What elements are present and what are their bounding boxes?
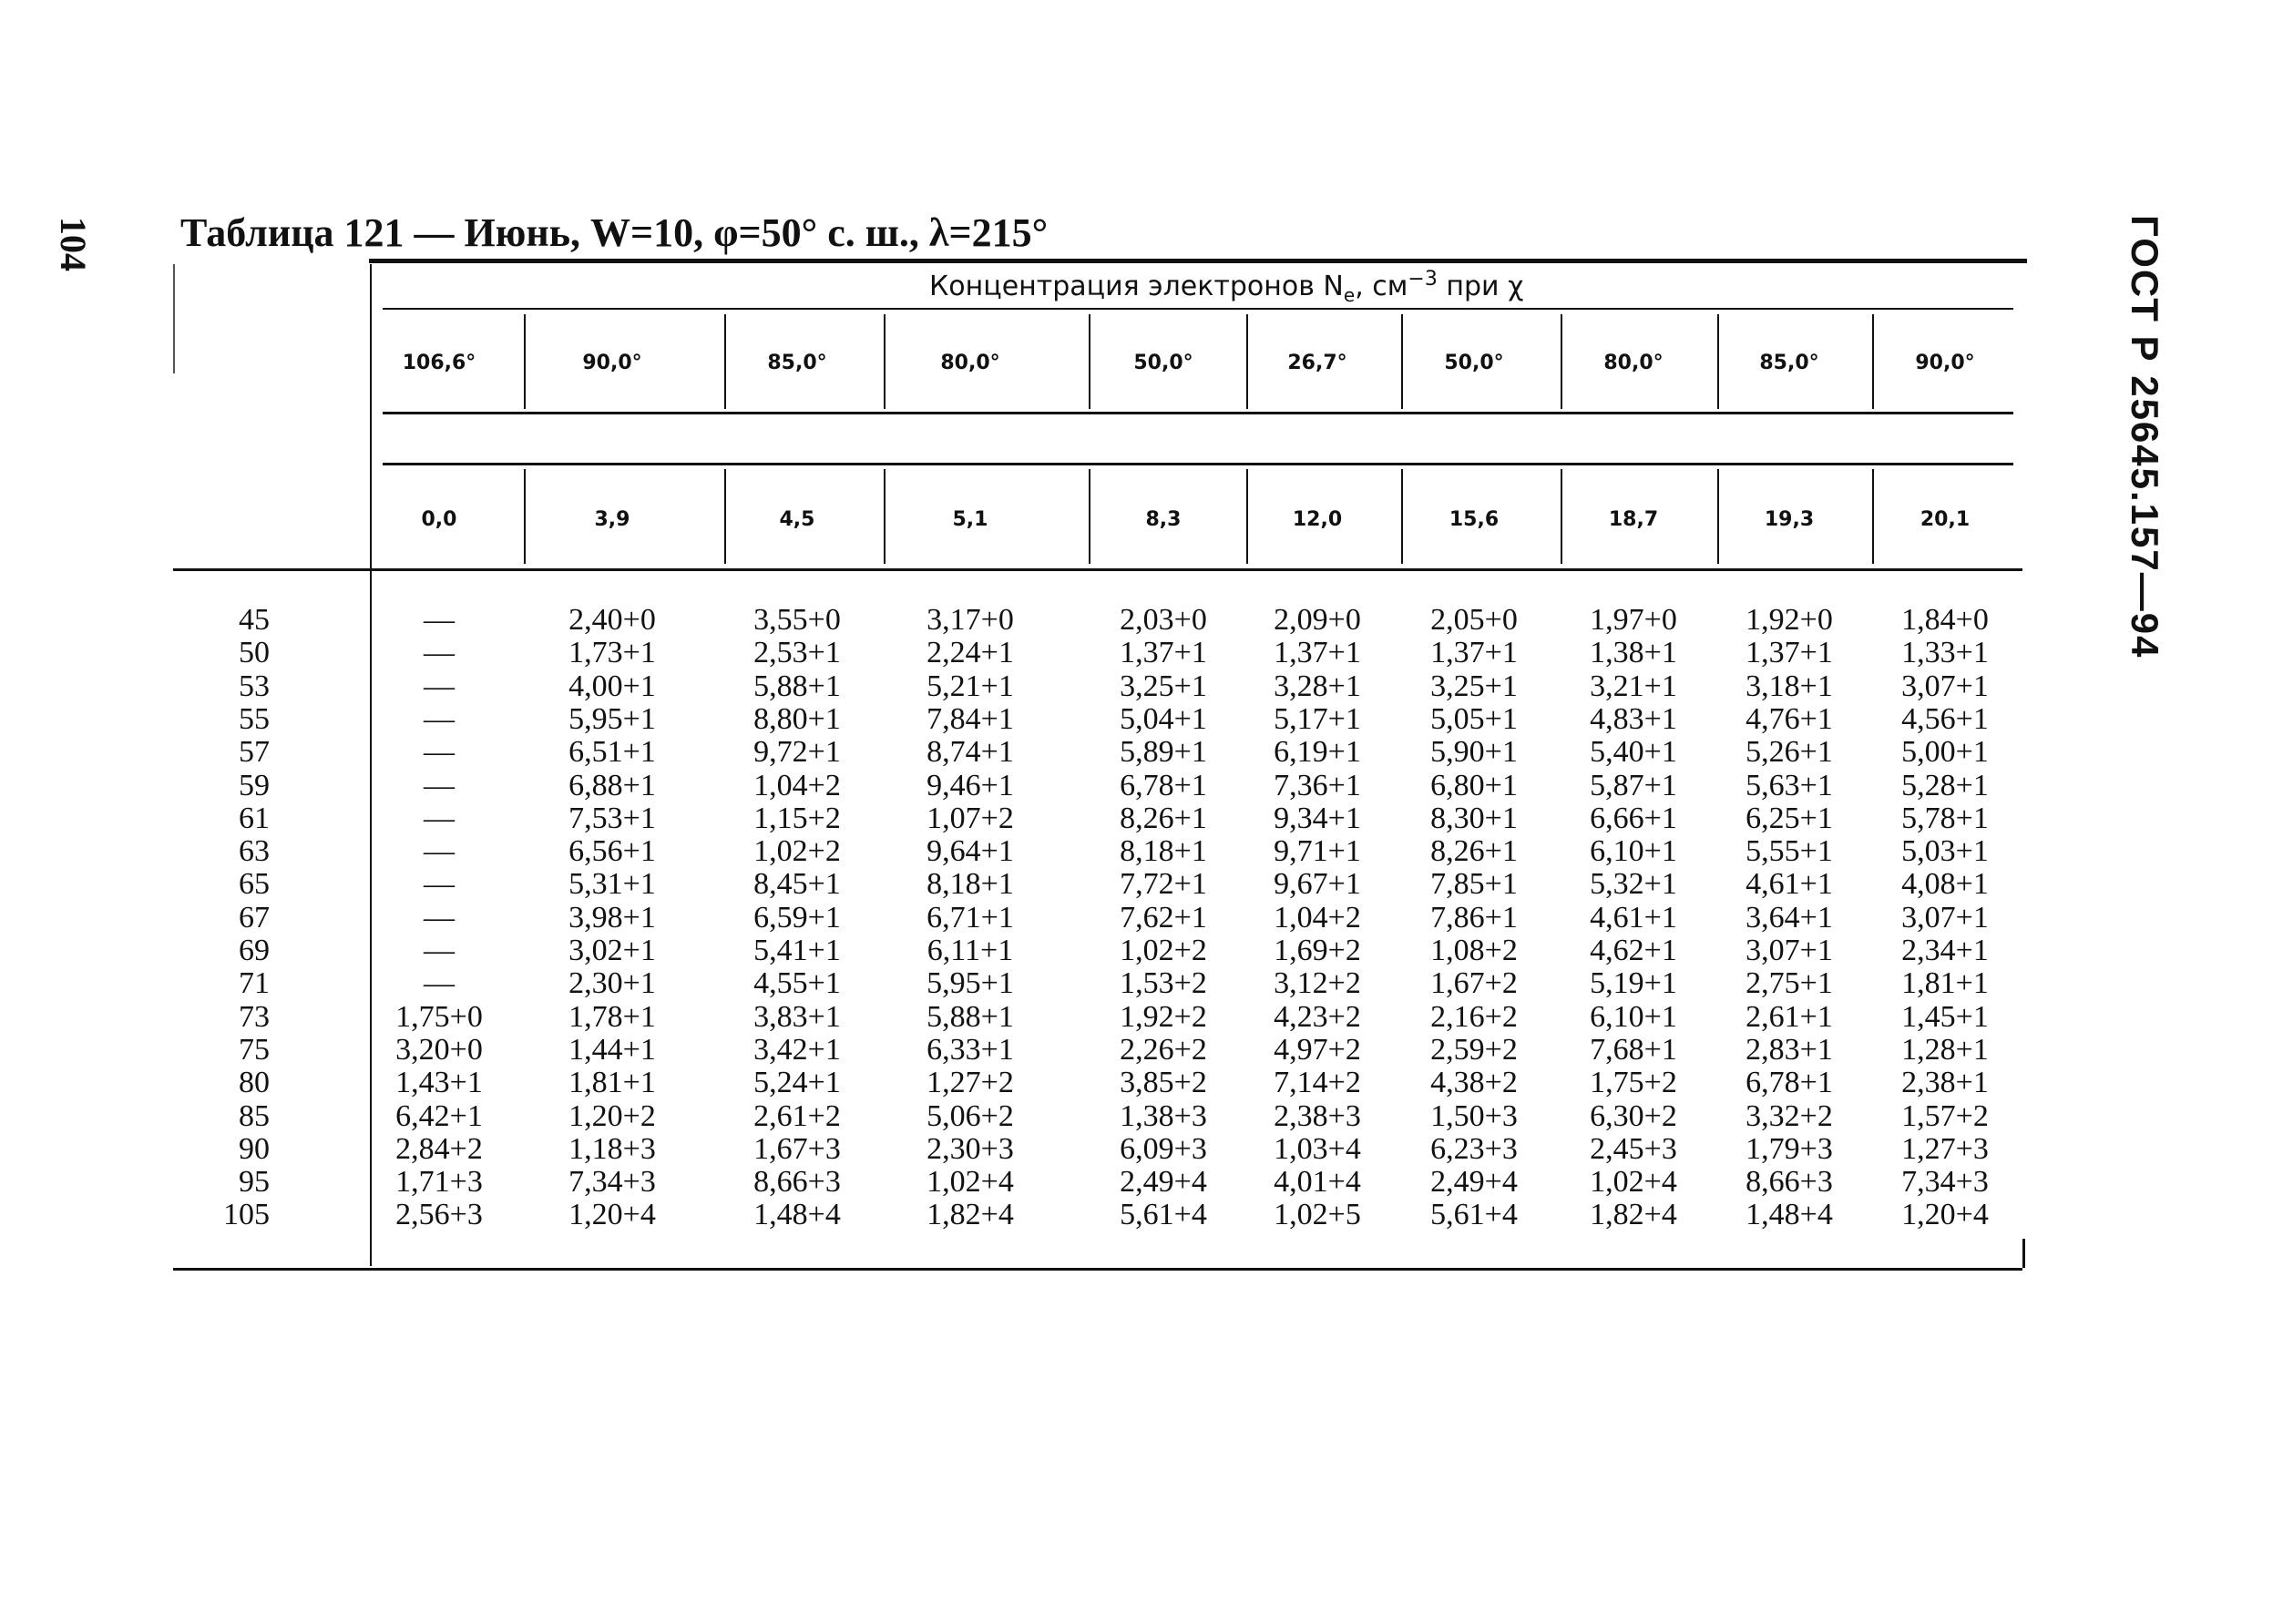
table-cell: 1,44+1 <box>568 1033 656 1067</box>
table-cell: 2,38+1 <box>1901 1066 1989 1099</box>
row-label: 55 <box>239 702 270 736</box>
chi-header-cell: 80,0° <box>940 352 1000 374</box>
row-label: 53 <box>239 669 270 703</box>
header-caption <box>929 268 1523 306</box>
table-cell: 6,56+1 <box>568 834 656 868</box>
table-cell: 8,18+1 <box>927 867 1014 901</box>
table-cell: 5,61+4 <box>1120 1198 1207 1231</box>
row-label: 61 <box>239 802 270 835</box>
table-cell: 1,81+1 <box>1901 966 1989 1000</box>
row-label: 80 <box>239 1066 270 1099</box>
chi-header-cell: 85,0° <box>767 352 827 374</box>
table-cell: 2,61+2 <box>753 1099 841 1133</box>
table-cell: 3,98+1 <box>568 901 656 935</box>
table-cell: 6,71+1 <box>927 901 1014 935</box>
table-cell: 2,45+3 <box>1590 1132 1677 1166</box>
table-cell: 5,95+1 <box>927 966 1014 1000</box>
table-bottom-rule <box>173 1268 2022 1271</box>
table-cell: 1,02+4 <box>927 1165 1014 1199</box>
table-cell: 9,34+1 <box>1274 802 1361 835</box>
table-cell: 5,19+1 <box>1590 966 1677 1000</box>
table-cell: 2,49+4 <box>1430 1165 1518 1199</box>
header-bottom-rule <box>173 568 2022 571</box>
table-cell: 9,71+1 <box>1274 834 1361 868</box>
table-cell: 5,88+1 <box>927 1000 1014 1034</box>
table-cell: 1,67+2 <box>1430 966 1518 1000</box>
table-cell: 9,64+1 <box>927 834 1014 868</box>
table-cell: 2,09+0 <box>1274 603 1361 637</box>
row-label: 95 <box>239 1165 270 1199</box>
header-column-divider <box>1872 314 1874 409</box>
table-cell: 1,04+2 <box>753 769 841 802</box>
header-column-divider <box>1089 469 1090 564</box>
row-label: 65 <box>239 867 270 901</box>
left-margin-mark <box>173 264 175 373</box>
header-column-divider <box>1246 314 1248 409</box>
table-cell: 1,43+1 <box>395 1066 483 1099</box>
row-label: 45 <box>239 603 270 637</box>
table-cell: 7,62+1 <box>1120 901 1207 935</box>
table-cell: 3,25+1 <box>1120 669 1207 703</box>
row-label: 105 <box>223 1198 270 1231</box>
table-cell: 1,53+2 <box>1120 966 1207 1000</box>
table-cell: 1,73+1 <box>568 636 656 669</box>
table-cell: 2,59+2 <box>1430 1033 1518 1067</box>
table-cell: 1,15+2 <box>753 802 841 835</box>
table-cell: 4,00+1 <box>568 669 656 703</box>
table-cell: 8,18+1 <box>1120 834 1207 868</box>
chi-row-bottom-rule <box>383 412 2013 414</box>
table-cell: 6,10+1 <box>1590 1000 1677 1034</box>
table-cell: 5,28+1 <box>1901 769 1989 802</box>
table-cell: 1,38+1 <box>1590 636 1677 669</box>
table-cell: 7,86+1 <box>1430 901 1518 935</box>
header-column-divider <box>724 469 726 564</box>
table-cell: 1,92+0 <box>1746 603 1833 637</box>
chi-header-cell: 80,0° <box>1603 352 1664 374</box>
table-cell: 6,30+2 <box>1590 1099 1677 1133</box>
header-column-divider <box>1717 314 1719 409</box>
table-cell: 2,05+0 <box>1430 603 1518 637</box>
table-cell: 4,61+1 <box>1590 901 1677 935</box>
table-cell: 1,45+1 <box>1901 1000 1989 1034</box>
table-cell: 5,78+1 <box>1901 802 1989 835</box>
table-cell: 1,37+1 <box>1430 636 1518 669</box>
table-cell: 7,84+1 <box>927 702 1014 736</box>
table-cell: 2,84+2 <box>395 1132 483 1166</box>
row-label: 73 <box>239 1000 270 1034</box>
table-cell: 1,37+1 <box>1746 636 1833 669</box>
table-cell: 9,67+1 <box>1274 867 1361 901</box>
chi-header-cell: 90,0° <box>582 352 642 374</box>
table-cell: 5,24+1 <box>753 1066 841 1099</box>
page-number: 104 <box>53 217 94 271</box>
table-cell: 1,37+1 <box>1274 636 1361 669</box>
table-cell: 6,25+1 <box>1746 802 1833 835</box>
header-column-divider <box>724 314 726 409</box>
table-cell: 1,02+2 <box>1120 934 1207 967</box>
table-cell: 1,33+1 <box>1901 636 1989 669</box>
table-cell: 3,42+1 <box>753 1033 841 1067</box>
table-cell: 5,17+1 <box>1274 702 1361 736</box>
table-cell: 1,02+2 <box>753 834 841 868</box>
table-cell: 5,89+1 <box>1120 735 1207 769</box>
table-cell: 2,49+4 <box>1120 1165 1207 1199</box>
table-cell: 2,38+3 <box>1274 1099 1361 1133</box>
table-cell: 2,83+1 <box>1746 1033 1833 1067</box>
time-header-cell: 3,9 <box>594 508 630 531</box>
table-cell: 6,09+3 <box>1120 1132 1207 1166</box>
table-cell: 1,27+2 <box>927 1066 1014 1099</box>
chi-header-cell: 90,0° <box>1915 352 1975 374</box>
row-label: 69 <box>239 934 270 967</box>
table-cell: 8,74+1 <box>927 735 1014 769</box>
table-cell: 5,63+1 <box>1746 769 1833 802</box>
table-cell: 1,04+2 <box>1274 901 1361 935</box>
time-header-cell: 0,0 <box>421 508 457 531</box>
table-cell: 3,02+1 <box>568 934 656 967</box>
table-cell: 1,38+3 <box>1120 1099 1207 1133</box>
table-title: Таблица 121 — Июнь, W=10, φ=50° с. ш., λ=215° <box>180 210 1049 255</box>
table-cell: — <box>424 735 455 769</box>
table-cell: 4,23+2 <box>1274 1000 1361 1034</box>
table-cell: 7,36+1 <box>1274 769 1361 802</box>
table-cell: 1,27+3 <box>1901 1132 1989 1166</box>
table-cell: 8,45+1 <box>753 867 841 901</box>
table-cell: 4,76+1 <box>1746 702 1833 736</box>
time-header-cell: 4,5 <box>779 508 815 531</box>
row-label: 50 <box>239 636 270 669</box>
table-cell: 7,34+3 <box>1901 1165 1989 1199</box>
table-cell: 5,40+1 <box>1590 735 1677 769</box>
table-cell: 6,78+1 <box>1746 1066 1833 1099</box>
table-cell: 8,66+3 <box>1746 1165 1833 1199</box>
table-cell: 3,20+0 <box>395 1033 483 1067</box>
table-cell: 3,18+1 <box>1746 669 1833 703</box>
header-column-divider <box>1561 469 1562 564</box>
table-cell: 5,04+1 <box>1120 702 1207 736</box>
header-column-divider <box>1089 314 1090 409</box>
time-header-cell: 20,1 <box>1920 508 1971 531</box>
table-cell: 2,61+1 <box>1746 1000 1833 1034</box>
caption-sub: e <box>1343 284 1356 306</box>
row-label: 85 <box>239 1099 270 1133</box>
table-cell: 6,66+1 <box>1590 802 1677 835</box>
chi-header-cell: 26,7° <box>1287 352 1347 374</box>
table-cell: 8,80+1 <box>753 702 841 736</box>
table-cell: 1,79+3 <box>1746 1132 1833 1166</box>
chi-header-cell: 106,6° <box>402 352 476 374</box>
table-cell: 1,48+4 <box>1746 1198 1833 1231</box>
table-cell: 6,59+1 <box>753 901 841 935</box>
table-cell: 1,75+2 <box>1590 1066 1677 1099</box>
table-cell: 1,07+2 <box>927 802 1014 835</box>
table-cell: 9,46+1 <box>927 769 1014 802</box>
table-cell: 1,71+3 <box>395 1165 483 1199</box>
time-header-cell: 12,0 <box>1292 508 1343 531</box>
header-column-divider <box>1561 314 1562 409</box>
table-cell: 6,42+1 <box>395 1099 483 1133</box>
table-cell: 1,02+4 <box>1590 1165 1677 1199</box>
table-cell: 1,84+0 <box>1901 603 1989 637</box>
table-cell: 5,61+4 <box>1430 1198 1518 1231</box>
table-cell: 5,90+1 <box>1430 735 1518 769</box>
header-column-divider <box>524 314 526 409</box>
table-cell: 3,07+1 <box>1901 669 1989 703</box>
table-cell: 2,16+2 <box>1430 1000 1518 1034</box>
time-header-cell: 15,6 <box>1449 508 1500 531</box>
table-cell: 5,41+1 <box>753 934 841 967</box>
table-cell: 6,19+1 <box>1274 735 1361 769</box>
table-cell: 7,85+1 <box>1430 867 1518 901</box>
table-cell: 1,08+2 <box>1430 934 1518 967</box>
caption-underline <box>383 308 2013 310</box>
table-cell: 5,00+1 <box>1901 735 1989 769</box>
table-right-border <box>2022 1239 2025 1268</box>
table-cell: 3,85+2 <box>1120 1066 1207 1099</box>
table-cell: 6,78+1 <box>1120 769 1207 802</box>
table-cell: 2,75+1 <box>1746 966 1833 1000</box>
table-cell: 7,72+1 <box>1120 867 1207 901</box>
table-cell: 5,31+1 <box>568 867 656 901</box>
table-cell: 9,72+1 <box>753 735 841 769</box>
caption-tail: при χ <box>1437 271 1524 302</box>
table-cell: — <box>424 636 455 669</box>
table-cell: 6,10+1 <box>1590 834 1677 868</box>
table-cell: 3,12+2 <box>1274 966 1361 1000</box>
table-cell: 5,06+2 <box>927 1099 1014 1133</box>
table-cell: 1,75+0 <box>395 1000 483 1034</box>
table-cell: 3,64+1 <box>1746 901 1833 935</box>
table-cell: 5,03+1 <box>1901 834 1989 868</box>
table-cell: 6,88+1 <box>568 769 656 802</box>
table-cell: 1,82+4 <box>1590 1198 1677 1231</box>
time-header-cell: 18,7 <box>1608 508 1659 531</box>
table-cell: 3,21+1 <box>1590 669 1677 703</box>
table-cell: 1,03+4 <box>1274 1132 1361 1166</box>
table-cell: 1,02+5 <box>1274 1198 1361 1231</box>
table-cell: 1,78+1 <box>568 1000 656 1034</box>
caption-unit: , см <box>1355 271 1408 302</box>
time-header-cell: 8,3 <box>1145 508 1182 531</box>
table-cell: 2,24+1 <box>927 636 1014 669</box>
caption-text: Концентрация электронов N <box>929 271 1344 302</box>
table-cell: 5,55+1 <box>1746 834 1833 868</box>
table-cell: 2,30+1 <box>568 966 656 1000</box>
table-cell: 1,81+1 <box>568 1066 656 1099</box>
table-cell: — <box>424 901 455 935</box>
table-cell: 5,32+1 <box>1590 867 1677 901</box>
table-cell: 5,26+1 <box>1746 735 1833 769</box>
table-cell: 2,56+3 <box>395 1198 483 1231</box>
table-cell: 1,92+2 <box>1120 1000 1207 1034</box>
time-header-cell: 5,1 <box>952 508 988 531</box>
chi-header-cell: 50,0° <box>1133 352 1193 374</box>
table-cell: 1,50+3 <box>1430 1099 1518 1133</box>
top-rule <box>369 259 2027 263</box>
table-cell: 2,03+0 <box>1120 603 1207 637</box>
row-label: 59 <box>239 769 270 802</box>
table-cell: 7,34+3 <box>568 1165 656 1199</box>
table-cell: — <box>424 834 455 868</box>
table-cell: 3,83+1 <box>753 1000 841 1034</box>
table-cell: 4,01+4 <box>1274 1165 1361 1199</box>
chi-header-cell: 50,0° <box>1444 352 1504 374</box>
table-cell: 3,55+0 <box>753 603 841 637</box>
table-cell: 3,28+1 <box>1274 669 1361 703</box>
table-cell: 8,66+3 <box>753 1165 841 1199</box>
table-cell: 5,21+1 <box>927 669 1014 703</box>
table-cell: 3,25+1 <box>1430 669 1518 703</box>
table-cell: 8,30+1 <box>1430 802 1518 835</box>
table-cell: 7,68+1 <box>1590 1033 1677 1067</box>
table-cell: 5,95+1 <box>568 702 656 736</box>
row-label: 75 <box>239 1033 270 1067</box>
table-cell: 7,53+1 <box>568 802 656 835</box>
header-column-divider <box>1872 469 1874 564</box>
table-cell: — <box>424 934 455 967</box>
table-cell: 2,26+2 <box>1120 1033 1207 1067</box>
header-column-divider <box>1717 469 1719 564</box>
table-cell: 1,67+3 <box>753 1132 841 1166</box>
table-cell: 6,33+1 <box>927 1033 1014 1067</box>
table-cell: — <box>424 802 455 835</box>
table-cell: 3,07+1 <box>1901 901 1989 935</box>
table-cell: 1,20+2 <box>568 1099 656 1133</box>
row-label: 90 <box>239 1132 270 1166</box>
table-cell: 6,11+1 <box>927 934 1014 967</box>
table-cell: — <box>424 769 455 802</box>
table-cell: 1,37+1 <box>1120 636 1207 669</box>
table-cell: 3,07+1 <box>1746 934 1833 967</box>
table-cell: 8,26+1 <box>1430 834 1518 868</box>
table-cell: 3,17+0 <box>927 603 1014 637</box>
table-cell: 4,83+1 <box>1590 702 1677 736</box>
table-cell: — <box>424 603 455 637</box>
header-column-divider <box>1401 314 1403 409</box>
table-cell: 1,82+4 <box>927 1198 1014 1231</box>
table-cell: 1,69+2 <box>1274 934 1361 967</box>
table-cell: 3,32+2 <box>1746 1099 1833 1133</box>
header-column-divider <box>884 314 886 409</box>
table-cell: — <box>424 867 455 901</box>
table-cell: — <box>424 702 455 736</box>
header-column-divider <box>1246 469 1248 564</box>
table-cell: 1,48+4 <box>753 1198 841 1231</box>
table-cell: 4,62+1 <box>1590 934 1677 967</box>
table-cell: 1,97+0 <box>1590 603 1677 637</box>
header-column-divider <box>524 469 526 564</box>
table-cell: 1,18+3 <box>568 1132 656 1166</box>
row-label: 63 <box>239 834 270 868</box>
time-header-cell: 19,3 <box>1764 508 1815 531</box>
table-cell: 2,30+3 <box>927 1132 1014 1166</box>
row-label: 57 <box>239 735 270 769</box>
row-label: 67 <box>239 901 270 935</box>
table-cell: 2,40+0 <box>568 603 656 637</box>
table-cell: 5,87+1 <box>1590 769 1677 802</box>
table-cell: 1,28+1 <box>1901 1033 1989 1067</box>
chi-header-cell: 85,0° <box>1759 352 1819 374</box>
header-column-divider <box>1401 469 1403 564</box>
table-cell: 4,56+1 <box>1901 702 1989 736</box>
row-label: 71 <box>239 966 270 1000</box>
table-cell: 6,80+1 <box>1430 769 1518 802</box>
document-code: ГОСТ Р 25645.157—94 <box>2124 215 2166 659</box>
header-column-divider <box>884 469 886 564</box>
table-cell: 2,34+1 <box>1901 934 1989 967</box>
table-cell: 1,20+4 <box>568 1198 656 1231</box>
table-cell: 2,53+1 <box>753 636 841 669</box>
table-cell: 6,23+3 <box>1430 1132 1518 1166</box>
table-cell: 6,51+1 <box>568 735 656 769</box>
table-cell: 1,57+2 <box>1901 1099 1989 1133</box>
table-cell: 7,14+2 <box>1274 1066 1361 1099</box>
table-cell: 4,97+2 <box>1274 1033 1361 1067</box>
table-cell: 4,61+1 <box>1746 867 1833 901</box>
table-cell: 5,88+1 <box>753 669 841 703</box>
table-cell: 1,20+4 <box>1901 1198 1989 1231</box>
table-cell: 8,26+1 <box>1120 802 1207 835</box>
table-cell: 4,08+1 <box>1901 867 1989 901</box>
table-cell: 5,05+1 <box>1430 702 1518 736</box>
caption-exp: −3 <box>1408 268 1438 291</box>
time-row-top-rule <box>383 463 2013 465</box>
table-cell: 4,55+1 <box>753 966 841 1000</box>
table-cell: 4,38+2 <box>1430 1066 1518 1099</box>
table-cell: — <box>424 669 455 703</box>
table-cell: — <box>424 966 455 1000</box>
